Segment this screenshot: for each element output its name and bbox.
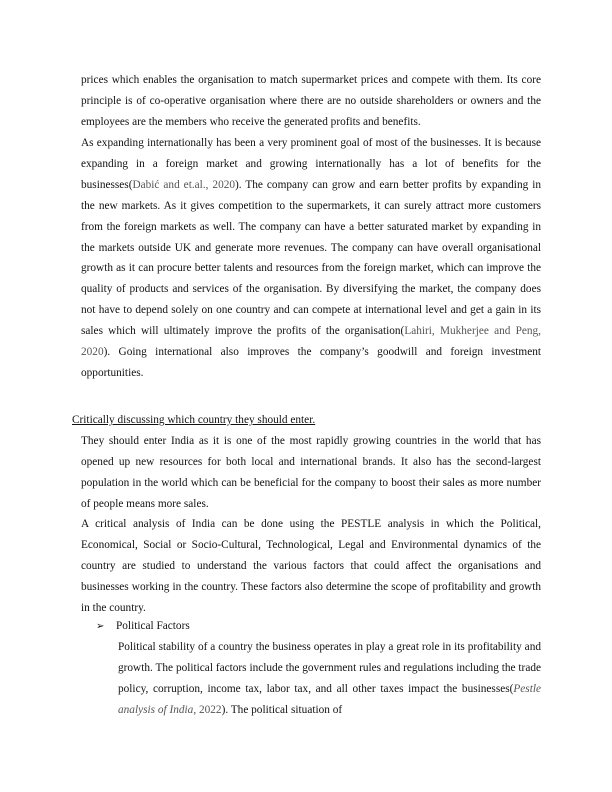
arrow-bullet-icon: ➢ (96, 621, 105, 632)
paragraph-text: ). The political situation of (221, 703, 343, 716)
citation-year: , 2022 (193, 703, 222, 716)
paragraph-pestle-intro: A critical analysis of India can be done using the PESTLE analysis in which the Political, Economical, Social or Socio-Cultural, Technological, Legal and Environmental dynamics of the country are studied to understand the various factors that could affect the organisations and businesses working in the country. These factors also determine the scope of profitability and growth in the country. (81, 518, 541, 614)
paragraph-text: Political stability of a country the business operates in play a great role in its profitability and growth. The political factors include the government rules and regulations including the trade policy, corruption, income tax, labor tax, and all other taxes impact the businesses( (118, 641, 541, 695)
paragraph-enter-india: They should enter India as it is one of the most rapidly growing countries in the world that has opened up new resources for both local and international brands. It also has the second-largest population in the world which can be beneficial for the company to boost their sales as more number of people means more sales. (81, 435, 541, 510)
citation-title: Pestle analysis of India (118, 682, 541, 716)
paragraph-cooperative-principle: prices which enables the organisation to match supermarket prices and compete with them. Its core principle is of co-operative organisation where there are no outside shareholders or owners and the employees are the members who receive the generated profits and benefits. (81, 74, 541, 128)
citation: Dabić and et.al., 2020 (132, 178, 236, 191)
paragraph-text: ). Going international also improves the company’s goodwill and foreign investment opportunities. (81, 346, 541, 379)
citation: Lahiri, Mukherjee and Peng, 2020 (81, 325, 542, 359)
paragraph-international-expansion (81, 133, 541, 384)
paragraph-political-factors (118, 637, 541, 721)
paragraph-text: ). The company can grow and earn better profits by expanding in the new markets. As it gives competition to the supermarkets, it can surely attract more customers from the foreign markets as well. The company can have a better saturated market by expanding in the markets outside UK and generate more revenues. The company can have overall organisational growth as it can procure better talents and resources from the foreign market, which can improve the quality of products and services of the organisation. By diversifying the market, the company does not have to depend solely on one country and can compete at international level and get a gain in its sales which will ultimately improve the profits of the organisation( (81, 178, 541, 338)
bullet-label: Political Factors (116, 620, 190, 632)
paragraph-text: As expanding internationally has been a very prominent goal of most of the businesses. It is because expanding in a foreign market and growing internationally has a lot of benefits for the businesses( (81, 137, 541, 191)
bullet-political-factors (96, 616, 190, 638)
section-heading: Critically discussing which country they should enter. (72, 414, 316, 426)
